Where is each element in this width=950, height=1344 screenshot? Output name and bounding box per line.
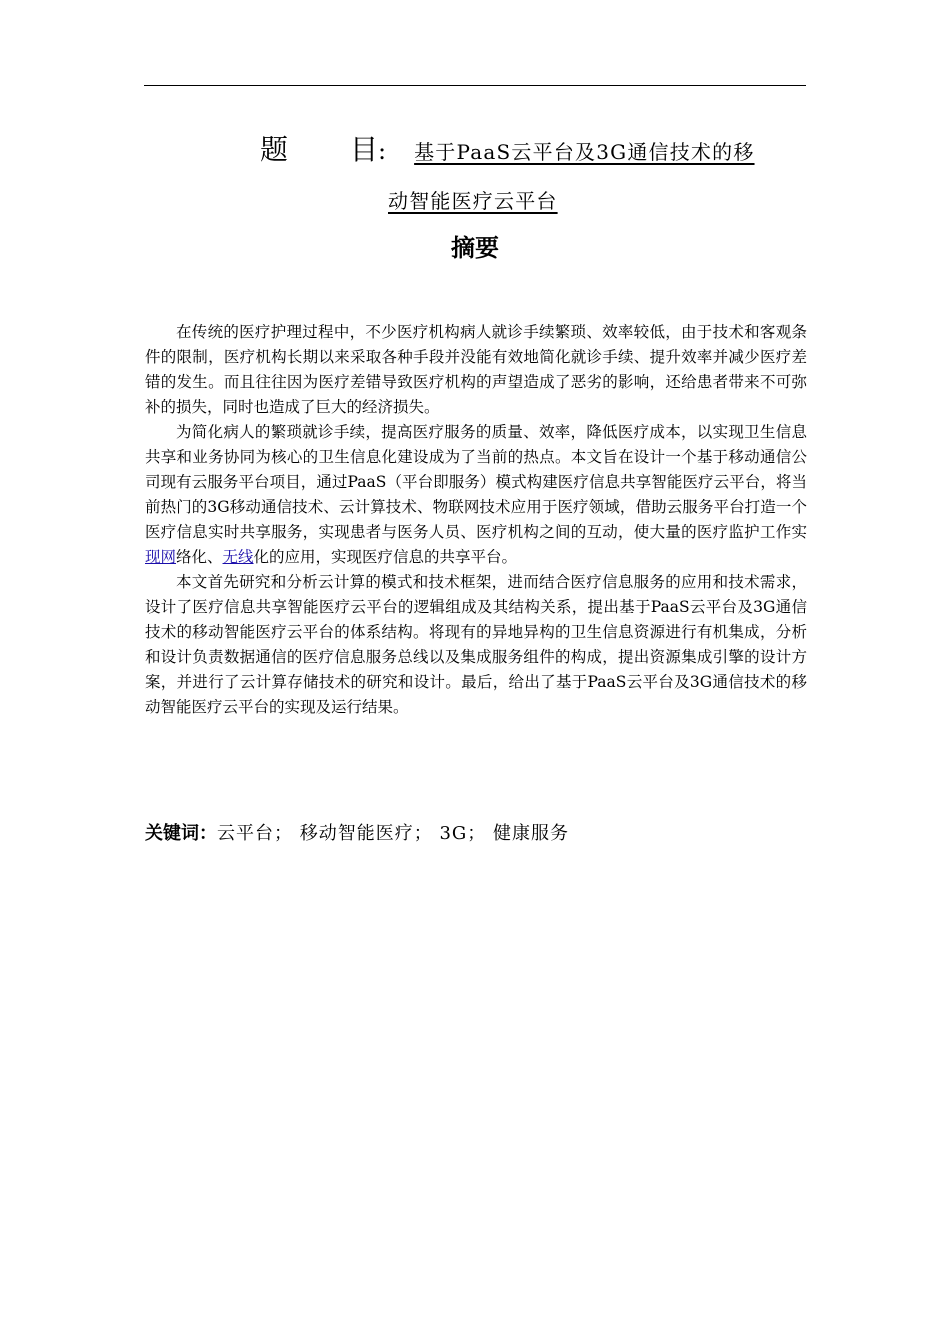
title-label xyxy=(260,134,378,167)
keywords-value: 云平台； 移动智能医疗； 3G； 健康服务 xyxy=(217,823,569,844)
abstract-body xyxy=(145,320,807,720)
header-rule xyxy=(144,85,806,86)
thesis-title-line-2: 动智能医疗云平台 xyxy=(388,189,558,213)
link-wireless[interactable]: 无线 xyxy=(222,548,254,566)
title-text-part-1: 基于PaaS云平台及3G通信技术的移 xyxy=(414,140,755,164)
link-network[interactable]: 现网 xyxy=(145,548,177,566)
title-colon: : xyxy=(378,137,387,165)
thesis-title-line-1 xyxy=(260,134,820,174)
paragraph-2-text-middle: 络化、 xyxy=(176,548,223,566)
title-label-char-2: 目 xyxy=(350,133,379,166)
abstract-paragraph-3: 本文首先研究和分析云计算的模式和技术框架，进而结合医疗信息服务的应用和技术需求，设计了医疗信息共享智能医疗云平台的逻辑组成及其结构关系，提出基于PaaS云平台及3G通信技术的移动智能医疗云平台的体系结构。将现有的异地异构的卫生信息资源进行有机集成，分析和设计负责数据通信的医疗信息服务总线以及集成服务组件的构成，提出资源集成引擎的设计方案，并进行了云计算存储技术的研究和设计。最后，给出了基于PaaS云平台及3G通信技术的移动智能医疗云平台的实现及运行结果。 xyxy=(145,573,807,716)
keywords-line xyxy=(145,820,807,848)
abstract-paragraph-1: 在传统的医疗护理过程中，不少医疗机构病人就诊手续繁琐、效率较低，由于技术和客观条件的限制，医疗机构长期以来采取各种手段并没能有效地简化就诊手续、提升效率并减少医疗差错的发生。而且往往因为医疗差错导致医疗机构的声望造成了恶劣的影响，还给患者带来不可弥补的损失，同时也造成了巨大的经济损失。 xyxy=(145,323,807,416)
title-label-char-1: 题 xyxy=(260,133,289,166)
paragraph-2-text-start: 为简化病人的繁琐就诊手续，提高医疗服务的质量、效率，降低医疗成本，以实现卫生信息共享和业务协同为核心的卫生信息化建设成为了当前的热点。本文旨在设计一个基于移动通信公司现有云服务平台项目，通过PaaS（平台即服务）模式构建医疗信息共享智能医疗云平台，将当前热门的3G移动通信技术、云计算技术、物联网技术应用于医疗领域，借助云服务平台打造一个医疗信息实时共享服务，实现患者与医务人员、医疗机构之间的互动，使大量的医疗监护工作实 xyxy=(145,423,807,541)
abstract-heading: 摘要 xyxy=(451,234,499,262)
paragraph-2-text-end: 化的应用，实现医疗信息的共享平台。 xyxy=(253,548,518,566)
keywords-label: 关键词： xyxy=(145,823,217,844)
abstract-paragraph-2 xyxy=(145,420,807,570)
